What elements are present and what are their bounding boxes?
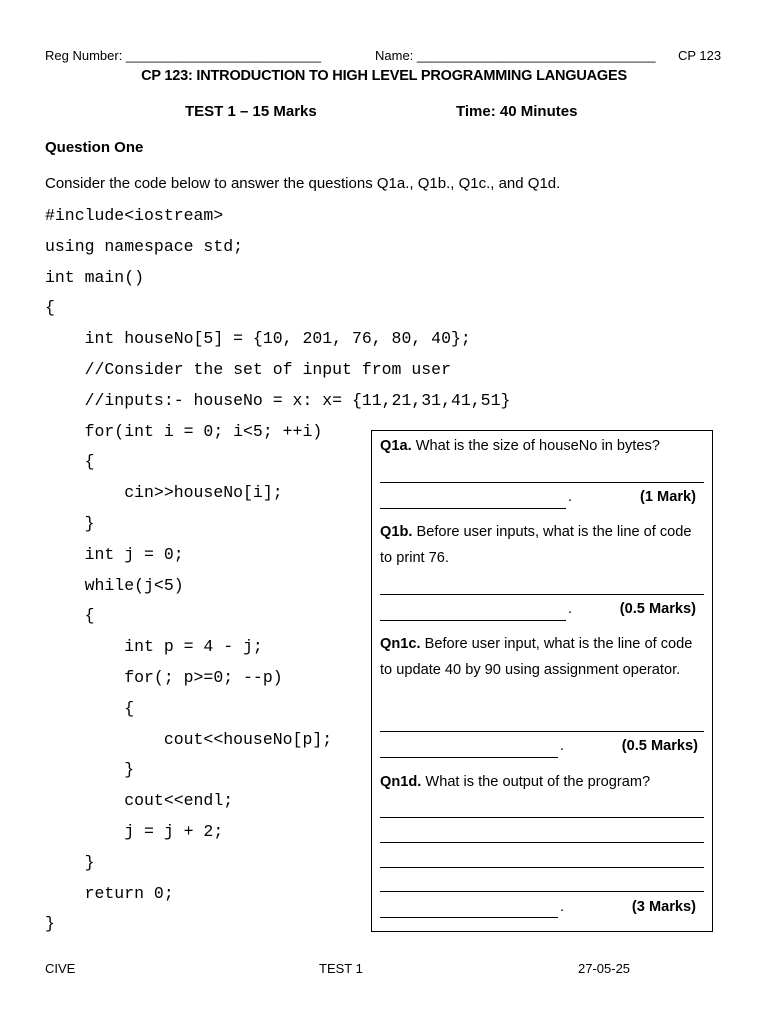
questions-box — [371, 430, 713, 932]
code-line: } — [45, 914, 55, 934]
question-id: Q1a. — [380, 438, 412, 454]
question-q1a — [380, 434, 704, 460]
answer-period: . — [560, 738, 565, 754]
answer-line[interactable] — [380, 842, 704, 843]
question-heading: Question One — [45, 139, 144, 156]
answer-period: . — [568, 489, 573, 505]
question-q1c — [380, 632, 704, 683]
question-q1d — [380, 770, 704, 796]
course-code: CP 123 — [678, 48, 722, 63]
question-text: Before user inputs, what is the line of code to print 76. — [380, 524, 692, 566]
answer-line[interactable] — [380, 867, 704, 868]
code-line: using namespace std; — [45, 236, 244, 256]
test-time: Time: 40 Minutes — [456, 103, 578, 120]
question-intro: Consider the code below to answer the questions Q1a., Q1b., Q1c., and Q1d. — [45, 175, 561, 192]
code-line: for(; p>=0; --p) — [45, 667, 283, 687]
answer-line[interactable] — [380, 731, 704, 732]
answer-line[interactable] — [380, 891, 704, 892]
footer-right: 27-05-25 — [578, 961, 631, 976]
footer-center: TEST 1 — [319, 961, 363, 976]
answer-period: . — [560, 899, 565, 915]
code-line: #include<iostream> — [45, 206, 224, 225]
answer-line[interactable] — [380, 620, 566, 621]
answer-line[interactable] — [380, 482, 704, 483]
question-id: Qn1c. — [380, 636, 421, 652]
question-id: Q1b. — [380, 524, 413, 540]
code-line: for(int i = 0; i<5; ++i) — [45, 421, 323, 441]
marks-label: (0.5 Marks) — [619, 601, 696, 617]
answer-line[interactable] — [380, 817, 704, 818]
test-marks: TEST 1 – 15 Marks — [185, 103, 317, 120]
code-line: int main() — [45, 267, 145, 287]
code-line: cout<<endl; — [45, 791, 234, 811]
name-field: Name: _________________________________ — [375, 48, 656, 63]
code-line: cout<<houseNo[p]; — [45, 729, 333, 749]
marks-label: (1 Mark) — [640, 489, 696, 505]
footer-left: CIVE — [45, 961, 76, 976]
page-title: CP 123: INTRODUCTION TO HIGH LEVEL PROGRAMMING LANGUAGES — [141, 68, 627, 84]
code-line: int j = 0; — [45, 544, 184, 564]
question-text: Before user input, what is the line of code to update 40 by 90 using assignment operator. — [380, 636, 693, 678]
code-line: { — [45, 298, 55, 318]
answer-period: . — [568, 601, 573, 617]
code-line: int p = 4 - j; — [45, 637, 263, 657]
code-line: } — [45, 513, 95, 533]
question-id: Qn1d. — [380, 774, 422, 790]
code-line: { — [45, 698, 135, 718]
question-text: What is the size of houseNo in bytes? — [415, 438, 660, 454]
code-line: return 0; — [45, 883, 174, 903]
marks-label: (3 Marks) — [631, 899, 696, 915]
code-line: int houseNo[5] = {10, 201, 76, 80, 40}; — [45, 329, 471, 349]
code-line: } — [45, 760, 135, 780]
code-line: //Consider the set of input from user — [45, 359, 451, 379]
code-line: } — [45, 852, 95, 872]
code-line: { — [45, 452, 95, 472]
answer-line[interactable] — [380, 917, 558, 918]
code-line: //inputs:- houseNo = x: x= {11,21,31,41,51} — [45, 390, 511, 410]
marks-label: (0.5 Marks) — [621, 738, 698, 754]
question-q1b — [380, 520, 704, 571]
question-text: What is the output of the program? — [425, 774, 651, 790]
answer-line[interactable] — [380, 757, 558, 758]
code-line: while(j<5) — [45, 575, 184, 595]
code-line: j = j + 2; — [45, 821, 224, 841]
code-line: { — [45, 606, 95, 626]
answer-line[interactable] — [380, 594, 704, 595]
reg-number-field: Reg Number: ___________________________ — [45, 48, 322, 63]
answer-line[interactable] — [380, 508, 566, 509]
code-line: cin>>houseNo[i]; — [45, 483, 283, 503]
